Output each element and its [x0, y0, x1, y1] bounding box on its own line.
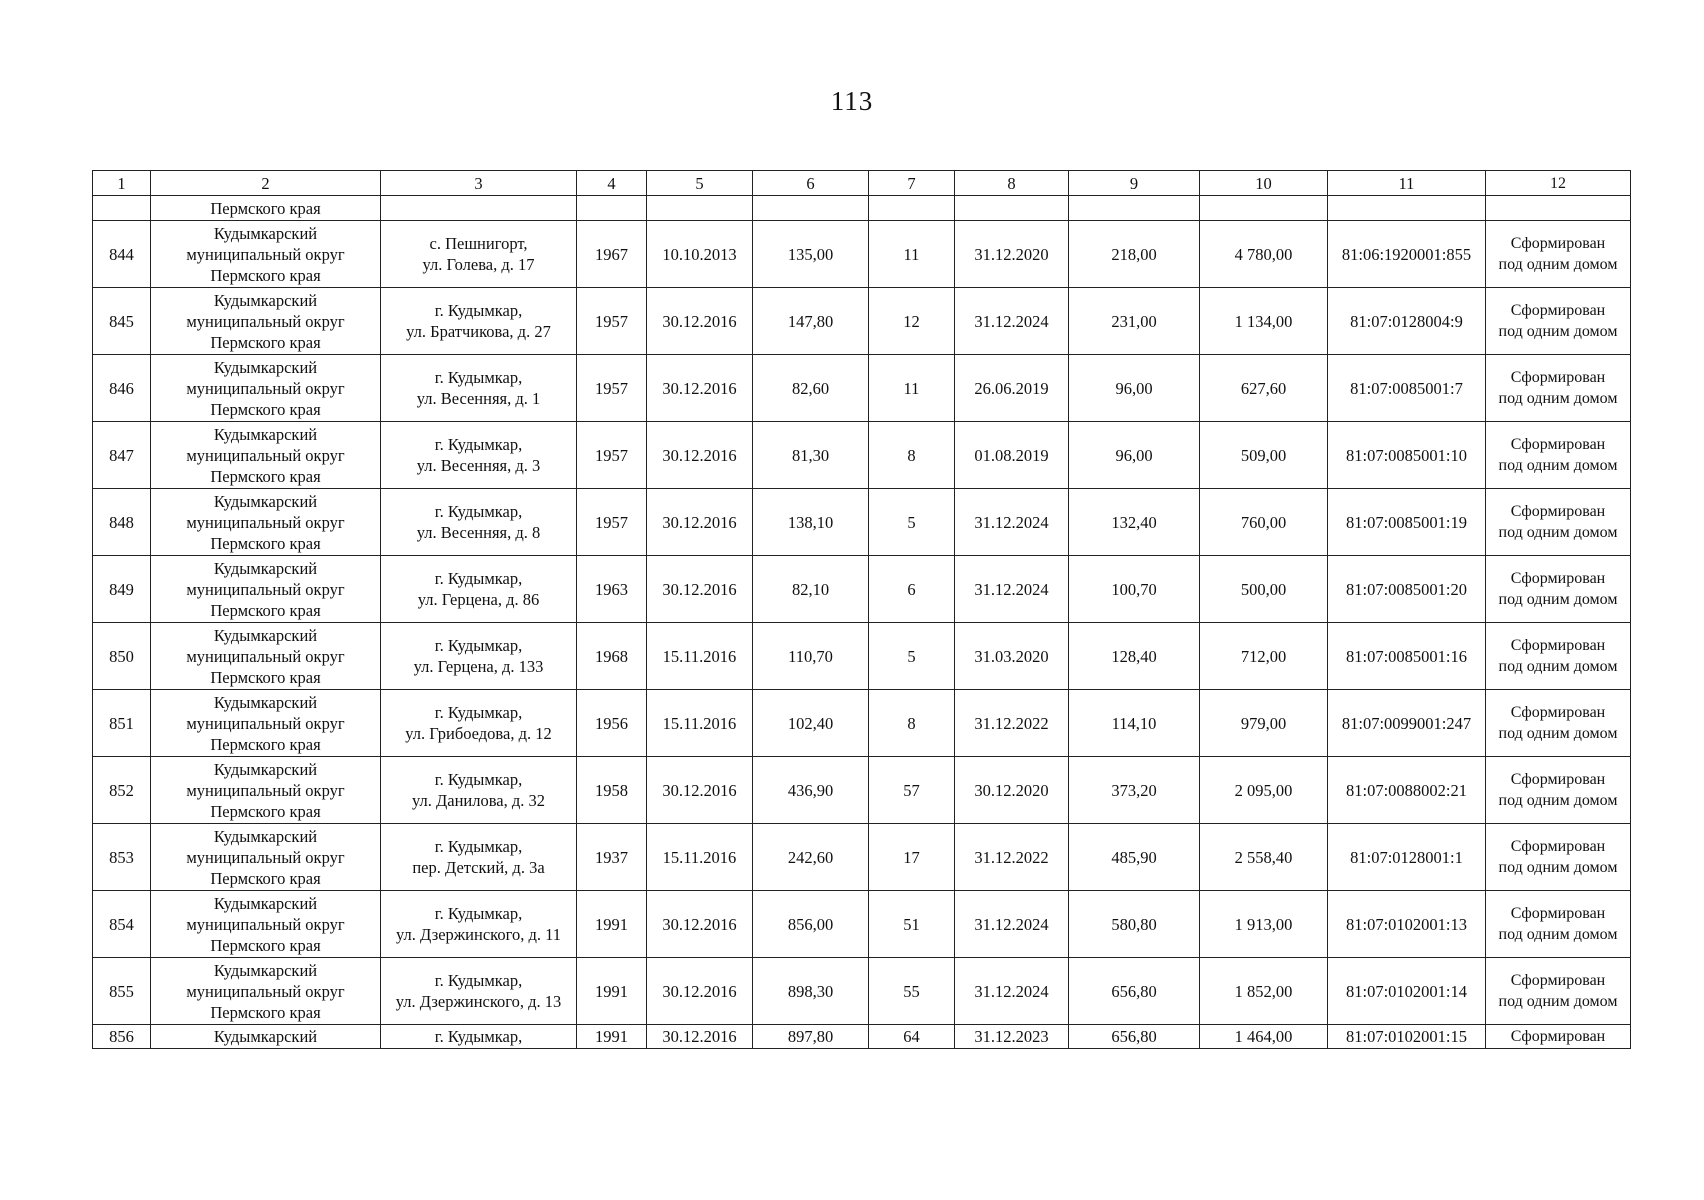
cell-land-status: Сформирован под одним домом — [1486, 824, 1631, 891]
cell-build-year: 1967 — [577, 221, 647, 288]
cell-municipality: Кудымкарский муниципальный округ Пермского края — [151, 623, 381, 690]
cell-build-year: 1957 — [577, 489, 647, 556]
cell-living-area: 100,70 — [1069, 556, 1200, 623]
cell-row-number: 1 — [93, 171, 151, 196]
cell-build-year: 1991 — [577, 1025, 647, 1049]
cell-address: г. Кудымкар, ул. Грибоедова, д. 12 — [381, 690, 577, 757]
cell-row-number: 846 — [93, 355, 151, 422]
cell-date-recognized: 30.12.2016 — [647, 958, 753, 1025]
cell-land-area: 10 — [1200, 171, 1328, 196]
cell-date-recognized — [647, 196, 753, 221]
cell-cadastral-number: 81:06:1920001:855 — [1328, 221, 1486, 288]
cell-municipality: Кудымкарский муниципальный округ Пермского края — [151, 824, 381, 891]
cell-address: с. Пешнигорт, ул. Голева, д. 17 — [381, 221, 577, 288]
cell-cadastral-number: 81:07:0085001:20 — [1328, 556, 1486, 623]
cell-residents: 8 — [869, 422, 955, 489]
cell-living-area: 373,20 — [1069, 757, 1200, 824]
cell-row-number: 850 — [93, 623, 151, 690]
cell-date-recognized: 30.12.2016 — [647, 489, 753, 556]
cell-planned-date: 31.12.2022 — [955, 824, 1069, 891]
cell-living-area: 9 — [1069, 171, 1200, 196]
cell-area: 102,40 — [753, 690, 869, 757]
table-row — [93, 288, 1631, 355]
cell-date-recognized: 30.12.2016 — [647, 288, 753, 355]
cell-row-number: 856 — [93, 1025, 151, 1049]
cell-municipality: Кудымкарский муниципальный округ Пермского края — [151, 690, 381, 757]
cell-build-year: 4 — [577, 171, 647, 196]
cell-residents: 8 — [869, 690, 955, 757]
cell-area: 147,80 — [753, 288, 869, 355]
cell-living-area: 132,40 — [1069, 489, 1200, 556]
cell-row-number: 855 — [93, 958, 151, 1025]
cell-row-number: 854 — [93, 891, 151, 958]
cell-date-recognized: 30.12.2016 — [647, 891, 753, 958]
cell-address: г. Кудымкар, ул. Весенняя, д. 3 — [381, 422, 577, 489]
cell-address: г. Кудымкар, ул. Дзержинского, д. 11 — [381, 891, 577, 958]
cell-cadastral-number: 81:07:0099001:247 — [1328, 690, 1486, 757]
cell-address: г. Кудымкар, ул. Данилова, д. 32 — [381, 757, 577, 824]
cell-cadastral-number: 81:07:0085001:19 — [1328, 489, 1486, 556]
cell-build-year: 1991 — [577, 891, 647, 958]
cell-area: 82,10 — [753, 556, 869, 623]
page-number: 113 — [830, 86, 874, 116]
cell-land-status: Сформирован под одним домом — [1486, 288, 1631, 355]
cell-date-recognized: 15.11.2016 — [647, 623, 753, 690]
cell-area: 81,30 — [753, 422, 869, 489]
cell-residents: 7 — [869, 171, 955, 196]
cell-residents: 64 — [869, 1025, 955, 1049]
cell-address: г. Кудымкар, ул. Весенняя, д. 1 — [381, 355, 577, 422]
cell-living-area: 231,00 — [1069, 288, 1200, 355]
cell-planned-date: 31.03.2020 — [955, 623, 1069, 690]
cell-land-status: Сформирован под одним домом — [1486, 221, 1631, 288]
cell-row-number: 853 — [93, 824, 151, 891]
cell-land-status: Сформирован под одним домом — [1486, 958, 1631, 1025]
cell-area: 110,70 — [753, 623, 869, 690]
cell-land-status: 12 — [1486, 171, 1631, 196]
cell-planned-date: 31.12.2020 — [955, 221, 1069, 288]
cell-land-area — [1200, 196, 1328, 221]
cell-residents: 11 — [869, 355, 955, 422]
cell-build-year: 1957 — [577, 355, 647, 422]
cell-residents: 17 — [869, 824, 955, 891]
cell-cadastral-number — [1328, 196, 1486, 221]
cell-build-year: 1957 — [577, 422, 647, 489]
cell-row-number: 845 — [93, 288, 151, 355]
cell-row-number: 849 — [93, 556, 151, 623]
cell-land-area: 1 913,00 — [1200, 891, 1328, 958]
table-row — [93, 757, 1631, 824]
cell-cadastral-number: 81:07:0085001:16 — [1328, 623, 1486, 690]
cell-area: 436,90 — [753, 757, 869, 824]
cell-land-area: 2 558,40 — [1200, 824, 1328, 891]
cell-address: г. Кудымкар, ул. Герцена, д. 133 — [381, 623, 577, 690]
cell-cadastral-number: 81:07:0088002:21 — [1328, 757, 1486, 824]
cell-residents: 12 — [869, 288, 955, 355]
cell-municipality: Кудымкарский муниципальный округ Пермского края — [151, 958, 381, 1025]
cell-living-area: 96,00 — [1069, 355, 1200, 422]
cell-land-status: Сформирован под одним домом — [1486, 690, 1631, 757]
table-row — [93, 1025, 1631, 1049]
cell-residents: 55 — [869, 958, 955, 1025]
cell-date-recognized: 30.12.2016 — [647, 1025, 753, 1049]
cell-living-area: 580,80 — [1069, 891, 1200, 958]
cell-cadastral-number: 81:07:0085001:10 — [1328, 422, 1486, 489]
cell-planned-date: 30.12.2020 — [955, 757, 1069, 824]
cell-date-recognized: 30.12.2016 — [647, 757, 753, 824]
cell-municipality: Кудымкарский муниципальный округ Пермского края — [151, 757, 381, 824]
cell-planned-date: 8 — [955, 171, 1069, 196]
table-row — [93, 422, 1631, 489]
cell-planned-date: 31.12.2024 — [955, 891, 1069, 958]
table-row — [93, 489, 1631, 556]
cell-planned-date: 31.12.2024 — [955, 556, 1069, 623]
cell-municipality: Пермского края — [151, 196, 381, 221]
cell-area — [753, 196, 869, 221]
cell-area: 135,00 — [753, 221, 869, 288]
cell-municipality: 2 — [151, 171, 381, 196]
cell-planned-date: 31.12.2024 — [955, 489, 1069, 556]
cell-living-area — [1069, 196, 1200, 221]
cell-living-area: 128,40 — [1069, 623, 1200, 690]
cell-address: г. Кудымкар, ул. Герцена, д. 86 — [381, 556, 577, 623]
cell-date-recognized: 30.12.2016 — [647, 422, 753, 489]
table-row — [93, 623, 1631, 690]
cell-build-year: 1991 — [577, 958, 647, 1025]
cell-cadastral-number: 81:07:0102001:15 — [1328, 1025, 1486, 1049]
cell-land-area: 1 464,00 — [1200, 1025, 1328, 1049]
table-row — [93, 958, 1631, 1025]
cell-municipality: Кудымкарский — [151, 1025, 381, 1049]
cell-land-area: 979,00 — [1200, 690, 1328, 757]
cell-row-number: 844 — [93, 221, 151, 288]
cell-cadastral-number: 81:07:0128001:1 — [1328, 824, 1486, 891]
cell-planned-date: 01.08.2019 — [955, 422, 1069, 489]
table-header-row — [93, 171, 1631, 196]
cell-residents: 5 — [869, 489, 955, 556]
cell-date-recognized: 30.12.2016 — [647, 355, 753, 422]
cell-planned-date: 26.06.2019 — [955, 355, 1069, 422]
cell-living-area: 114,10 — [1069, 690, 1200, 757]
cell-living-area: 96,00 — [1069, 422, 1200, 489]
cell-cadastral-number: 11 — [1328, 171, 1486, 196]
cell-land-status — [1486, 196, 1631, 221]
cell-row-number: 848 — [93, 489, 151, 556]
cell-cadastral-number: 81:07:0128004:9 — [1328, 288, 1486, 355]
table-row — [93, 891, 1631, 958]
cell-cadastral-number: 81:07:0085001:7 — [1328, 355, 1486, 422]
cell-area: 6 — [753, 171, 869, 196]
cell-land-status: Сформирован — [1486, 1025, 1631, 1049]
cell-cadastral-number: 81:07:0102001:14 — [1328, 958, 1486, 1025]
cell-date-recognized: 10.10.2013 — [647, 221, 753, 288]
cell-residents: 57 — [869, 757, 955, 824]
table-row — [93, 690, 1631, 757]
cell-address: г. Кудымкар, ул. Весенняя, д. 8 — [381, 489, 577, 556]
cell-area: 242,60 — [753, 824, 869, 891]
cell-build-year: 1937 — [577, 824, 647, 891]
cell-land-status: Сформирован под одним домом — [1486, 556, 1631, 623]
cell-planned-date: 31.12.2022 — [955, 690, 1069, 757]
cell-planned-date — [955, 196, 1069, 221]
cell-address: г. Кудымкар, — [381, 1025, 577, 1049]
cell-date-recognized: 5 — [647, 171, 753, 196]
cell-living-area: 485,90 — [1069, 824, 1200, 891]
cell-land-status: Сформирован под одним домом — [1486, 489, 1631, 556]
cell-build-year: 1963 — [577, 556, 647, 623]
cell-address: 3 — [381, 171, 577, 196]
cell-cadastral-number: 81:07:0102001:13 — [1328, 891, 1486, 958]
cell-address: г. Кудымкар, пер. Детский, д. 3а — [381, 824, 577, 891]
cell-address — [381, 196, 577, 221]
cell-municipality: Кудымкарский муниципальный округ Пермского края — [151, 288, 381, 355]
cell-land-area: 500,00 — [1200, 556, 1328, 623]
table-row-continuation — [93, 196, 1631, 221]
cell-residents — [869, 196, 955, 221]
cell-municipality: Кудымкарский муниципальный округ Пермского края — [151, 556, 381, 623]
cell-residents: 5 — [869, 623, 955, 690]
cell-residents: 11 — [869, 221, 955, 288]
cell-municipality: Кудымкарский муниципальный округ Пермского края — [151, 891, 381, 958]
cell-build-year: 1957 — [577, 288, 647, 355]
cell-municipality: Кудымкарский муниципальный округ Пермского края — [151, 355, 381, 422]
cell-land-status: Сформирован под одним домом — [1486, 623, 1631, 690]
cell-build-year: 1958 — [577, 757, 647, 824]
cell-planned-date: 31.12.2024 — [955, 958, 1069, 1025]
cell-living-area: 656,80 — [1069, 958, 1200, 1025]
cell-land-area: 1 852,00 — [1200, 958, 1328, 1025]
cell-living-area: 656,80 — [1069, 1025, 1200, 1049]
cell-land-area: 2 095,00 — [1200, 757, 1328, 824]
cell-area: 138,10 — [753, 489, 869, 556]
cell-land-area: 509,00 — [1200, 422, 1328, 489]
table-row — [93, 221, 1631, 288]
cell-date-recognized: 15.11.2016 — [647, 824, 753, 891]
table-row — [93, 824, 1631, 891]
cell-land-area: 712,00 — [1200, 623, 1328, 690]
cell-residents: 6 — [869, 556, 955, 623]
table-row — [93, 355, 1631, 422]
cell-area: 82,60 — [753, 355, 869, 422]
cell-land-area: 1 134,00 — [1200, 288, 1328, 355]
cell-living-area: 218,00 — [1069, 221, 1200, 288]
cell-build-year: 1956 — [577, 690, 647, 757]
cell-row-number: 851 — [93, 690, 151, 757]
cell-land-status: Сформирован под одним домом — [1486, 757, 1631, 824]
cell-area: 898,30 — [753, 958, 869, 1025]
cell-address: г. Кудымкар, ул. Братчикова, д. 27 — [381, 288, 577, 355]
cell-land-status: Сформирован под одним домом — [1486, 422, 1631, 489]
cell-planned-date: 31.12.2024 — [955, 288, 1069, 355]
cell-municipality: Кудымкарский муниципальный округ Пермского края — [151, 221, 381, 288]
cell-land-area: 4 780,00 — [1200, 221, 1328, 288]
cell-municipality: Кудымкарский муниципальный округ Пермского края — [151, 422, 381, 489]
cell-row-number — [93, 196, 151, 221]
cell-area: 856,00 — [753, 891, 869, 958]
cell-planned-date: 31.12.2023 — [955, 1025, 1069, 1049]
cell-date-recognized: 15.11.2016 — [647, 690, 753, 757]
cell-address: г. Кудымкар, ул. Дзержинского, д. 13 — [381, 958, 577, 1025]
cell-build-year — [577, 196, 647, 221]
cell-land-status: Сформирован под одним домом — [1486, 891, 1631, 958]
register-table — [92, 170, 1631, 1049]
cell-row-number: 847 — [93, 422, 151, 489]
cell-municipality: Кудымкарский муниципальный округ Пермского края — [151, 489, 381, 556]
cell-residents: 51 — [869, 891, 955, 958]
cell-land-status: Сформирован под одним домом — [1486, 355, 1631, 422]
cell-build-year: 1968 — [577, 623, 647, 690]
cell-land-area: 627,60 — [1200, 355, 1328, 422]
table-row — [93, 556, 1631, 623]
cell-date-recognized: 30.12.2016 — [647, 556, 753, 623]
cell-row-number: 852 — [93, 757, 151, 824]
cell-land-area: 760,00 — [1200, 489, 1328, 556]
cell-area: 897,80 — [753, 1025, 869, 1049]
